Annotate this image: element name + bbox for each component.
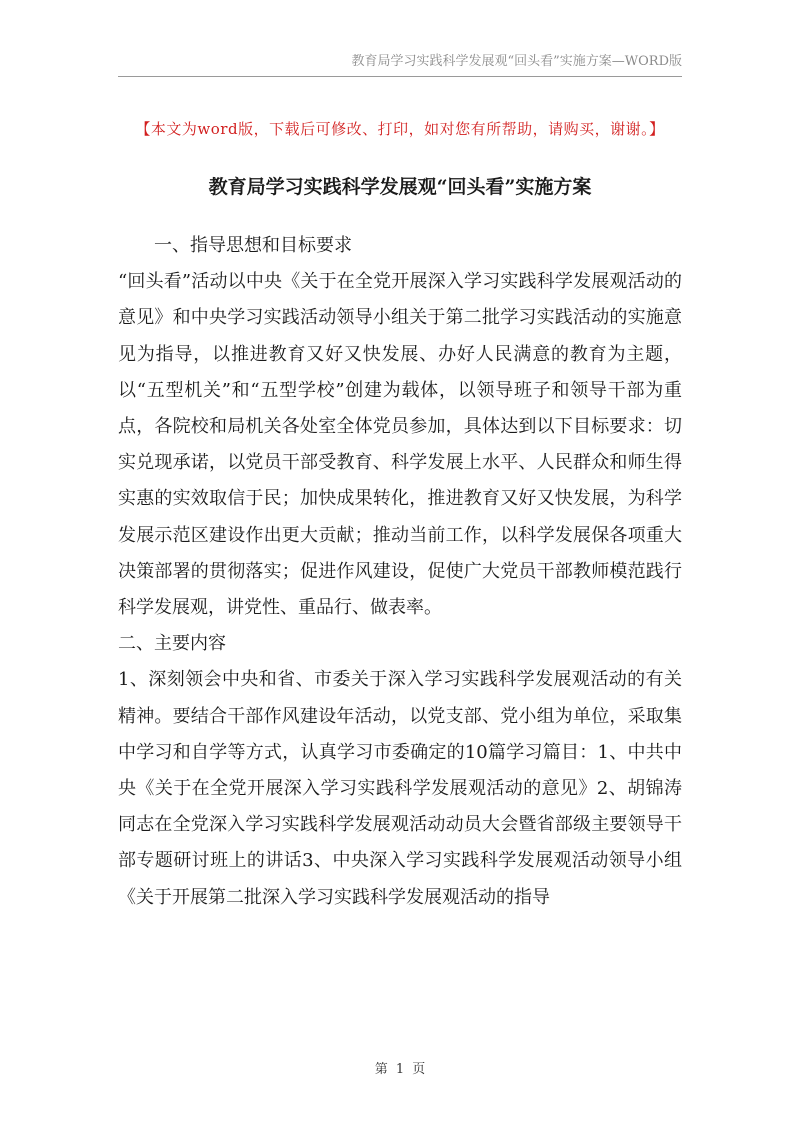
page-prefix: 第 [374, 1062, 388, 1077]
page-number-footer [118, 1058, 682, 1077]
document-title: 教育局学习实践科学发展观“回头看”实施方案 [208, 176, 592, 198]
page-number: 1 [395, 1062, 405, 1077]
page-suffix: 页 [412, 1062, 426, 1077]
running-header: 教育局学习实践科学发展观“回头看”实施方案—WORD版 [351, 54, 682, 69]
section-heading-guiding-ideology: 一、指导思想和目标要求 [154, 235, 352, 256]
section-paragraph-goals: “回头看”活动以中央《关于在全党开展深入学习实践科学发展观活动的意见》和中央学习实践活动领导小组关于第二批学习实践活动的实施意见为指导，以推进教育又好又快发展、办好人民满意的教育为主题，以“五型机关”和“五型学校”创建为载体，以领导班子和领导干部为重点，各院校和局机关各处室全体党员参加，具体达到以下目标要求：切实兑现承诺，以党员干部受教育、科学发展上水平、人民群众和师生得实惠的实效取信于民；加快成果转化，推进教育又好又快发展，为科学发展示范区建设作出更大贡献；推动当前工作，以科学发展保各项重大决策部署的贯彻落实；促进作风建设，促使广大党员干部教师模范践行科学发展观，讲党性、重品行、做表率。 [118, 271, 682, 619]
document-body [118, 228, 682, 916]
section-paragraph-main-content: 1、深刻领会中央和省、市委关于深入学习实践科学发展观活动的有关精神。要结合干部作风建设年活动，以党支部、党小组为单位，采取集中学习和自学等方式，认真学习市委确定的10篇学习篇目：1、中共中央《关于在全党开展深入学习实践科学发展观活动的意见》2、胡锦涛同志在全党深入学习实践科学发展观活动动员大会暨省部级主要领导干部专题研讨班上的讲话3、中央深入学习实践科学发展观活动领导小组《关于开展第二批深入学习实践科学发展观活动的指导 [118, 669, 682, 908]
header-divider [118, 76, 682, 77]
section-heading-main-content: 二、主要内容 [118, 633, 226, 655]
download-notice: 【本文为word版，下载后可修改、打印，如对您有所帮助，请购买，谢谢。】 [135, 120, 665, 138]
